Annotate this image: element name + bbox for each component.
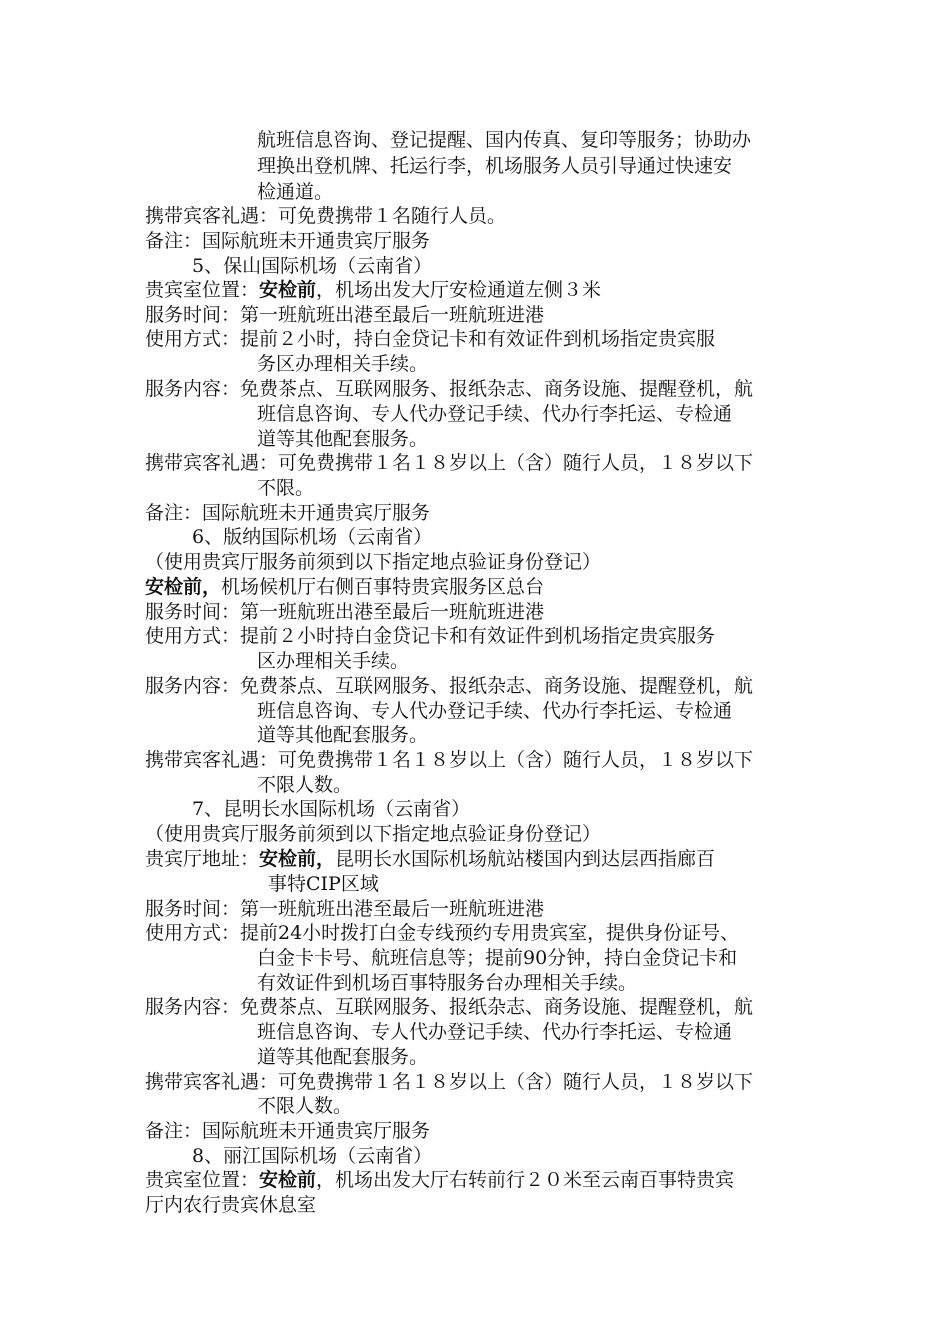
content-line: 道等其他配套服务。 [257, 724, 429, 746]
location-line [145, 277, 601, 303]
verification-note: （使用贵宾厅服务前须到以下指定地点验证身份登记） [145, 823, 602, 845]
note-line: 备注：国际航班未开通贵宾厅服务 [145, 1120, 431, 1142]
location-text: ，机场出发大厅安检通道左侧３米 [316, 279, 602, 301]
guest-privilege-line: 携带宾客礼遇：可免费携带１名１８岁以上（含）随行人员，１８岁以下 [145, 452, 754, 474]
guest-privilege-line: 携带宾客礼遇：可免费携带１名１８岁以上（含）随行人员，１８岁以下 [145, 1071, 754, 1093]
content-line: 服务内容：免费茶点、互联网服务、报纸杂志、商务设施、提醒登机，航 [145, 378, 754, 400]
usage-line: 有效证件到机场百事特服务台办理相关手续。 [257, 972, 638, 994]
usage-line: 使用方式：提前２小时持白金贷记卡和有效证件到机场指定贵宾服务 [145, 625, 716, 647]
content-line: 道等其他配套服务。 [257, 428, 429, 450]
location-bold: 安检前 [259, 1169, 317, 1191]
content-continuation-line: 检通道。 [257, 181, 334, 203]
address-bold: 安检前， [259, 848, 336, 870]
address-label: 贵宾厅地址： [145, 848, 260, 870]
section-heading: 6、版纳国际机场（云南省） [192, 526, 433, 548]
guest-privilege-line: 不限。 [257, 477, 315, 499]
content-line: 班信息咨询、专人代办登记手续、代办行李托运、专检通 [257, 700, 733, 722]
verification-note: （使用贵宾厅服务前须到以下指定地点验证身份登记） [145, 551, 602, 573]
location-label: 贵宾室位置： [145, 279, 260, 301]
location-bold: 安检前 [259, 279, 317, 301]
usage-line: 白金卡卡号、航班信息等；提前90分钟，持白金贷记卡和 [257, 947, 738, 969]
content-continuation-line: 理换出登机牌、托运行李，机场服务人员引导通过快速安 [257, 155, 733, 177]
note-line: 备注：国际航班未开通贵宾厅服务 [145, 230, 431, 252]
usage-line: 使用方式：提前24小时拨打白金专线预约专用贵宾室，提供身份证号、 [145, 922, 740, 944]
location-line: 厅内农行贵宾休息室 [145, 1194, 317, 1216]
service-time-line: 服务时间：第一班航班出港至最后一班航班进港 [145, 304, 545, 326]
location-text: ，机场出发大厅右转前行２０米至云南百事特贵宾 [316, 1169, 735, 1191]
guest-privilege-line: 不限人数。 [257, 774, 353, 796]
content-line: 班信息咨询、专人代办登记手续、代办行李托运、专检通 [257, 1021, 733, 1043]
address-line: 事特CIP区域 [268, 873, 379, 895]
address-text: 昆明长水国际机场航站楼国内到达层西指廊百 [335, 848, 716, 870]
location-line [145, 1167, 734, 1193]
service-time-line: 服务时间：第一班航班出港至最后一班航班进港 [145, 601, 545, 623]
content-line: 服务内容：免费茶点、互联网服务、报纸杂志、商务设施、提醒登机，航 [145, 996, 754, 1018]
guest-privilege-line: 不限人数。 [257, 1095, 353, 1117]
note-line: 备注：国际航班未开通贵宾厅服务 [145, 502, 431, 524]
service-time-line: 服务时间：第一班航班出港至最后一班航班进港 [145, 898, 545, 920]
section-heading: 5、保山国际机场（云南省） [192, 255, 433, 277]
usage-line: 使用方式：提前２小时，持白金贷记卡和有效证件到机场指定贵宾服 [145, 328, 716, 350]
content-continuation-line: 航班信息咨询、登记提醒、国内传真、复印等服务；协助办 [257, 129, 752, 151]
location-label: 贵宾室位置： [145, 1169, 260, 1191]
guest-privilege-line: 携带宾客礼遇：可免费携带１名１８岁以上（含）随行人员，１８岁以下 [145, 749, 754, 771]
content-line: 班信息咨询、专人代办登记手续、代办行李托运、专检通 [257, 403, 733, 425]
usage-line: 区办理相关手续。 [257, 650, 410, 672]
location-bold: 安检前， [145, 576, 222, 598]
section-heading: 7、昆明长水国际机场（云南省） [192, 798, 471, 820]
guest-privilege-line: 携带宾客礼遇：可免费携带１名随行人员。 [145, 205, 507, 227]
location-line [145, 574, 544, 600]
section-heading: 8、丽江国际机场（云南省） [192, 1145, 433, 1167]
content-line: 服务内容：免费茶点、互联网服务、报纸杂志、商务设施、提醒登机，航 [145, 675, 754, 697]
location-text: 机场候机厅右侧百事特贵宾服务区总台 [221, 576, 545, 598]
usage-line: 务区办理相关手续。 [257, 353, 429, 375]
address-line [145, 846, 715, 872]
content-line: 道等其他配套服务。 [257, 1046, 429, 1068]
